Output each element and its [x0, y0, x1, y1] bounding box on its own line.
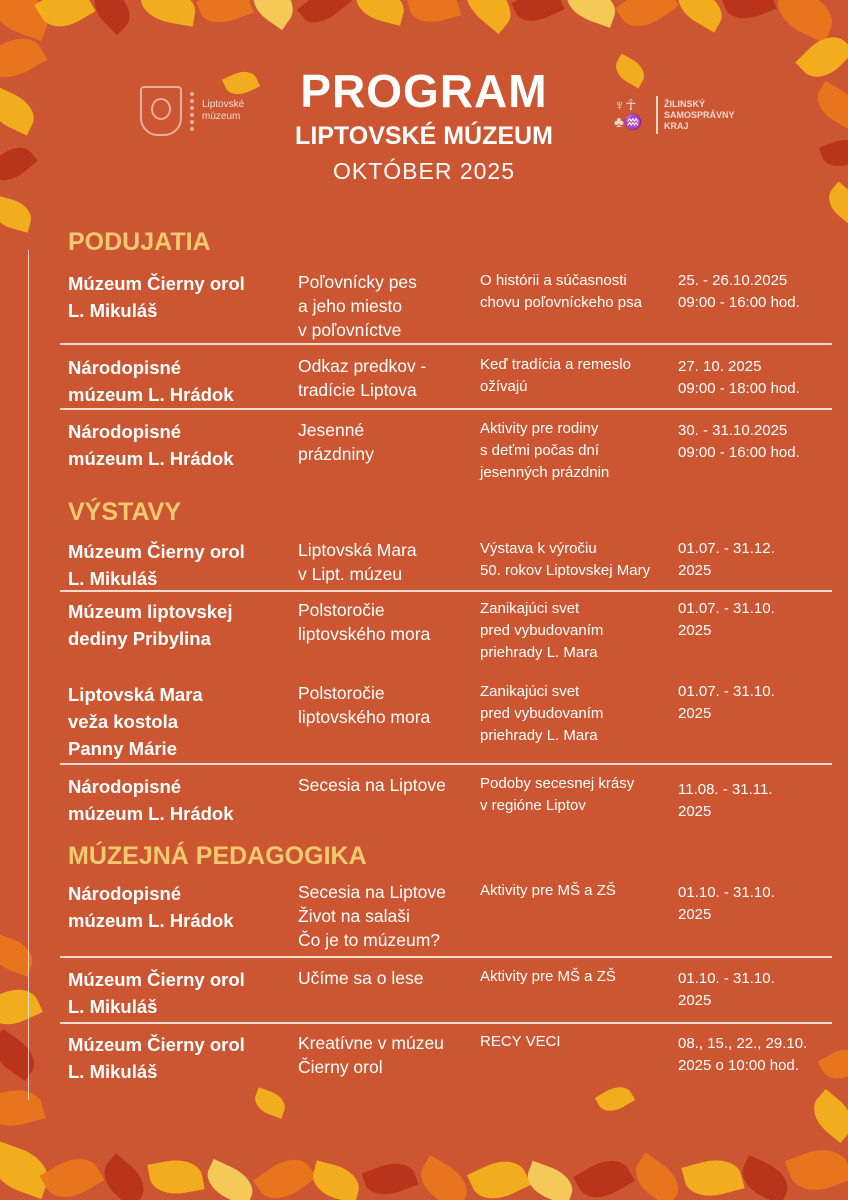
program-name: Polstoročie liptovského mora: [298, 600, 431, 644]
row-divider: [60, 343, 832, 345]
program-date: 11.08. - 31.11. 2025: [678, 781, 773, 820]
program-date: 27. 10. 2025 09:00 - 18:00 hod.: [678, 358, 800, 397]
program-name: Liptovská Mara v Lipt. múzeu: [298, 540, 417, 584]
museum-name: Múzeum Čierny orol L. Mikuláš: [68, 541, 245, 589]
row-divider: [60, 1022, 832, 1024]
row-divider: [60, 763, 832, 765]
page-month: OKTÓBER 2025: [332, 158, 516, 184]
region-symbols-icon: ♆☥ ♣♒: [614, 97, 643, 131]
museum-name: Národopisné múzeum L. Hrádok: [68, 357, 234, 405]
program-name: Poľovnícky pes a jeho miesto v poľovníctve: [298, 272, 417, 340]
program-description: Výstava k výročiu 50. rokov Liptovskej Mary: [480, 540, 651, 579]
program-date: 01.10. - 31.10. 2025: [678, 970, 775, 1009]
table-row: [60, 1031, 832, 1091]
table-row: [60, 598, 832, 676]
museum-name: Národopisné múzeum L. Hrádok: [68, 421, 234, 469]
table-row: [60, 270, 832, 345]
museum-name: Múzeum Čierny orol L. Mikuláš: [68, 969, 245, 1017]
program-name: Secesia na Liptove: [298, 775, 446, 795]
program-date: 25. - 26.10.2025 09:00 - 16:00 hod.: [678, 272, 800, 311]
museum-name: Národopisné múzeum L. Hrádok: [68, 776, 234, 824]
program-name: Jesenné prázdniny: [298, 420, 374, 464]
museum-name: Múzeum liptovskej dediny Pribylina: [68, 601, 233, 649]
museum-name: Múzeum Čierny orol L. Mikuláš: [68, 1034, 245, 1082]
row-divider: [60, 408, 832, 410]
museum-name: Múzeum Čierny orol L. Mikuláš: [68, 273, 245, 321]
program-description: Keď tradícia a remeslo ožívajú: [480, 356, 631, 395]
section-title-vystavy: VÝSTAVY: [68, 498, 181, 526]
logo-name: ŽILINSKÝ SAMOSPRÁVNY KRAJ: [664, 98, 735, 131]
page-title: PROGRAM: [300, 65, 548, 117]
page-subtitle: LIPTOVSKÉ MÚZEUM: [295, 122, 553, 150]
program-date: 01.07. - 31.10. 2025: [678, 683, 775, 722]
program-description: Aktivity pre rodiny s deťmi počas dní jesenných prázdnin: [480, 420, 610, 481]
table-row: [60, 880, 832, 958]
table-row: [60, 538, 832, 592]
program-description: Zanikajúci svet pred vybudovaním priehrady L. Mara: [480, 600, 604, 661]
program-description: Aktivity pre MŠ a ZŠ: [480, 968, 616, 985]
program-date: 01.07. - 31.12. 2025: [678, 540, 775, 579]
program-date: 01.10. - 31.10. 2025: [678, 884, 775, 923]
program-date: 30. - 31.10.2025 09:00 - 16:00 hod.: [678, 422, 800, 461]
program-description: Podoby secesnej krásy v regióne Liptov: [480, 775, 635, 814]
divider-vertical: [28, 250, 29, 1100]
program-name: Secesia na Liptove Život na salaši Čo je to múzeum?: [298, 882, 446, 950]
table-row: [60, 681, 832, 765]
program-name: Kreatívne v múzeu Čierny orol: [298, 1033, 444, 1077]
table-row: [60, 773, 832, 833]
museum-name: Národopisné múzeum L. Hrádok: [68, 883, 234, 931]
program-date: 08., 15., 22., 29.10. 2025 o 10:00 hod.: [678, 1035, 808, 1074]
program-date: 01.07. - 31.10. 2025: [678, 600, 775, 639]
table-row: [60, 354, 832, 410]
program-description: O histórii a súčasnosti chovu poľovníckeho psa: [480, 272, 642, 311]
row-divider: [60, 956, 832, 958]
program-name: Polstoročie liptovského mora: [298, 683, 431, 727]
program-name: Odkaz predkov - tradície Liptova: [298, 356, 427, 400]
section-title-podujatia: PODUJATIA: [68, 228, 211, 256]
program-name: Učíme sa o lese: [298, 968, 424, 988]
program-description: Aktivity pre MŠ a ZŠ: [480, 882, 616, 899]
table-row: [60, 418, 832, 488]
museum-name: Liptovská Mara veža kostola Panny Márie: [68, 684, 203, 759]
program-description: Zanikajúci svet pred vybudovaním priehrady L. Mara: [480, 683, 604, 744]
table-row: [60, 966, 832, 1024]
row-divider: [60, 590, 832, 592]
program-description: RECY VECI: [480, 1033, 561, 1050]
section-title-muzejna-pedagogika: MÚZEJNÁ PEDAGOGIKA: [68, 842, 367, 870]
logo-name: Liptovské múzeum: [202, 99, 245, 122]
